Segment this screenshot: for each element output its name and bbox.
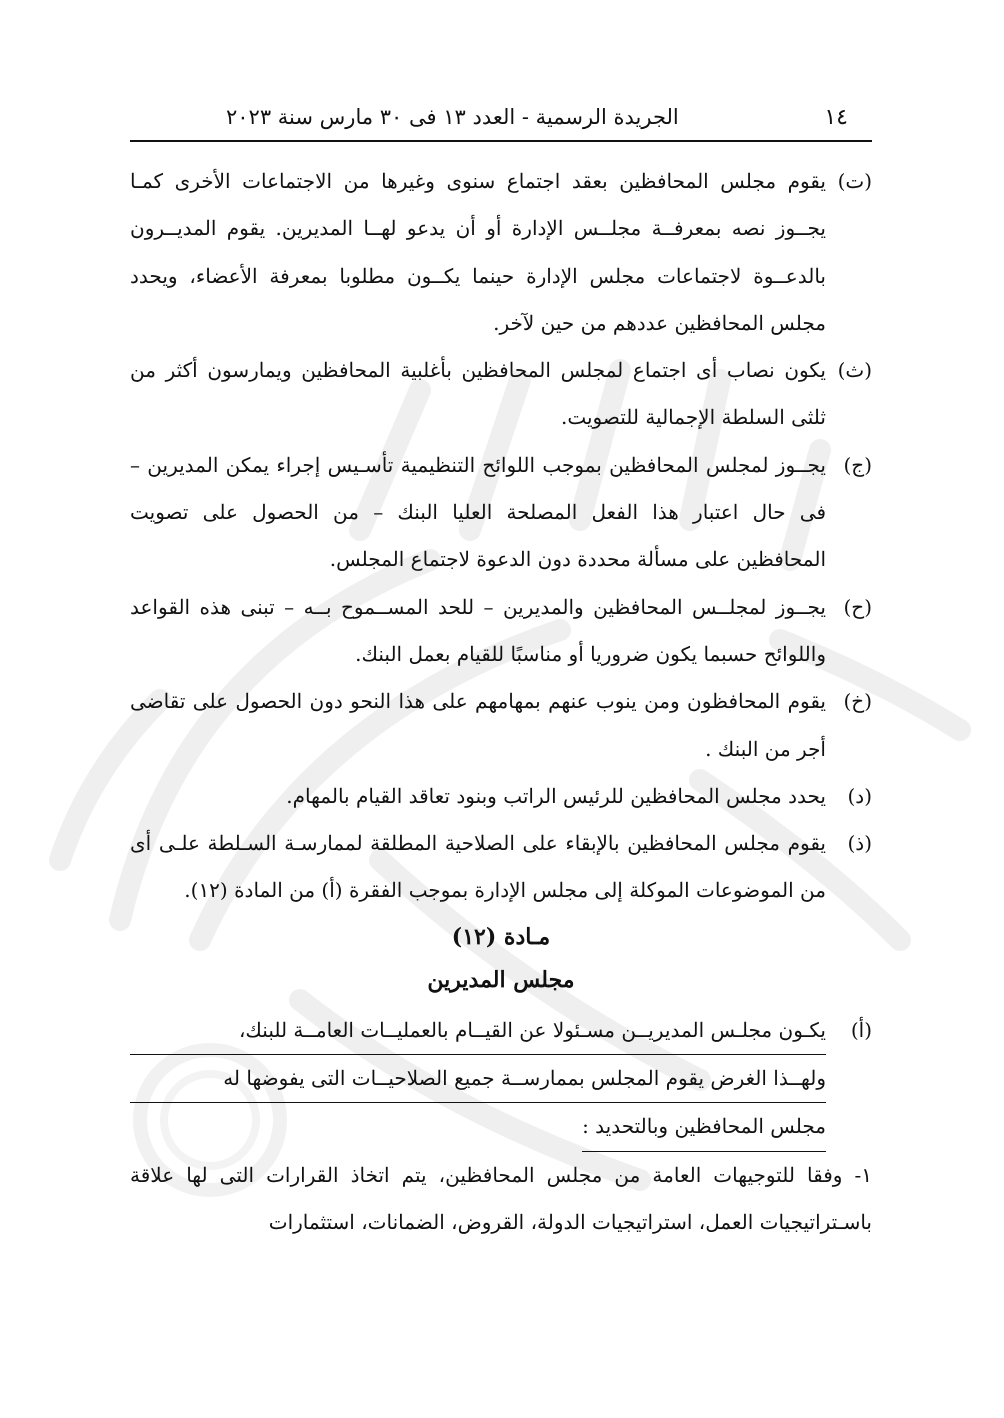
clause-kha (130, 678, 872, 773)
clause-text: يجــوز لمجلــس المحافظين والمديرين – للحد المســموح بــه – تبنى هذه القواعد واللوائح حسبما يكون ضروريا أو مناسبًا للقيام بعمل البنك. (130, 594, 826, 666)
article-name: مجلس المديرين (427, 966, 575, 993)
clause-text (130, 1007, 826, 1152)
gazette-title: الجريدة الرسمية - العدد ١٣ فى ٣٠ مارس سنة ٢٠٢٣ (226, 105, 679, 129)
article-number: مـادة (١٢) (451, 923, 551, 950)
clause-line: ولهــذا الغرض يقوم المجلس بممارســة جميع الصلاحيــات التى يفوضها له (130, 1055, 826, 1103)
clause-line: مجلس المحافظين وبالتحديد : (582, 1103, 826, 1151)
paragraph-1: ١- وفقا للتوجيهات العامة من مجلس المحافظين، يتم اتخاذ القرارات التى لها علاقة باسـتراتيجيات العمل، استراتيجيات الدولة، القروض، الضمانات، استثمارات (130, 1162, 872, 1234)
clause-ha (130, 584, 872, 679)
clause-text: يحدد مجلس المحافظين للرئيس الراتب وبنود تعاقد القيام بالمهام. (286, 783, 826, 808)
clause-text: يقوم مجلس المحافظين بعقد اجتماع سنوى وغيرها من الاجتماعات الأخرى كمـا يجــوز نصه بمعرفــة مجلــس الإدارة أو أن يدعو لهــا المديرين. يقوم المديــرون بالدعــوة لاجتماعات مجلس الإدارة حينما يكــون مطلوبا بمعرفة الأعضاء، ويحدد مجلس المحافظين عددهم من حين لآخر. (130, 169, 826, 335)
clause-marker: (ج) (843, 452, 872, 477)
clause-jim (130, 442, 872, 584)
clause-text: يقوم المحافظون ومن ينوب عنهم بمهامهم على هذا النحو دون الحصول على تقاضى أجر من البنك . (130, 689, 826, 761)
clause-text: يقوم مجلس المحافظين بالإبقاء على الصلاحية المطلقة لممارسـة السـلطة علـى أى من الموضوعات الموكلة إلى مجلس الإدارة بموجب الفقرة (أ) من المادة (١٢). (130, 831, 826, 903)
clause-alif (130, 1007, 872, 1152)
clause-marker: (أ) (850, 1017, 872, 1042)
clause-marker: (ت) (837, 169, 872, 193)
clause-marker: (ذ) (847, 831, 872, 856)
clause-text: يكون نصاب أى اجتماع لمجلس المحافظين بأغلبية المحافظين ويمارسون أكثر من ثلثى السلطة الإجمالية للتصويت. (130, 358, 826, 430)
clause-marker: (خ) (843, 689, 872, 714)
document-body (130, 158, 872, 1246)
clause-line: يكـون مجلـس المديريــن مسـئولا عن القيــام بالعمليــات العامــة للبنك، (130, 1007, 826, 1055)
clause-text: يجــوز لمجلس المحافظين بموجب اللوائح التنظيمية تأسـيس إجراء يمكن المديرين – فى حال اعتبار هذا الفعل المصلحة العليا البنك – من الحصول على تصويت المحافظين على مسألة محددة دون الدعوة لاجتماع المجلس. (130, 452, 826, 572)
document-page (130, 105, 872, 1246)
page-header (130, 105, 872, 142)
clause-dal (130, 773, 872, 820)
clause-marker: (ح) (843, 594, 872, 619)
clause-marker: (د) (847, 783, 872, 808)
clause-marker: (ث) (837, 358, 872, 383)
clause-ta (130, 158, 872, 347)
clause-tha (130, 347, 872, 442)
clause-dhal (130, 820, 872, 915)
page-number: ١٤ (824, 105, 848, 130)
